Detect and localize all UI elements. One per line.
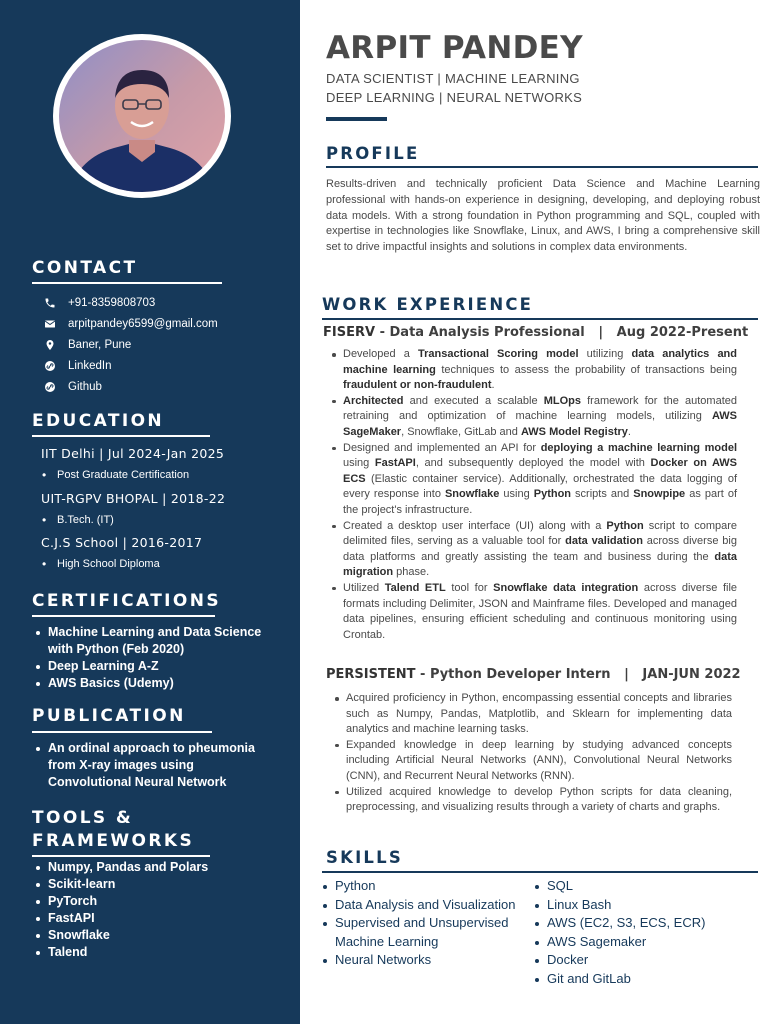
job-bullets (346, 691, 732, 816)
certifications-list (48, 624, 288, 692)
certification-item: AWS Basics (Udemy) (48, 675, 288, 692)
name-accent-bar (326, 117, 387, 121)
education-detail: • High School Diploma (41, 558, 202, 570)
link-icon (44, 381, 68, 393)
job-org: FISERV (323, 325, 376, 340)
skill-item: AWS Sagemaker (547, 933, 747, 952)
experience-divider (322, 318, 758, 320)
education-divider (32, 435, 210, 437)
certifications-divider (32, 615, 215, 617)
role-line: DATA SCIENTIST | MACHINE LEARNING (326, 71, 580, 86)
skill-item: Supervised and Unsupervised Machine Learning (335, 914, 525, 951)
contact-email-text: arpitpandey6599@gmail.com (68, 317, 218, 330)
education-title: IIT Delhi | Jul 2024-Jan 2025 (41, 446, 225, 461)
education-item (41, 535, 202, 570)
certification-item: Machine Learning and Data Science with Python (Feb 2020) (48, 624, 288, 658)
skills-list-left (335, 877, 525, 970)
contact-email (44, 313, 218, 334)
skill-item: Docker (547, 951, 747, 970)
role-line: DEEP LEARNING | NEURAL NETWORKS (326, 90, 583, 105)
publication-item: An ordinal approach to pheumonia from X-ray images using Convolutional Neural Network (48, 740, 258, 791)
publication-list (48, 740, 258, 791)
location-pin-icon (44, 339, 68, 351)
tool-item: PyTorch (48, 893, 288, 910)
contact-heading: CONTACT (32, 258, 138, 278)
profile-divider (326, 166, 758, 168)
link-icon (44, 360, 68, 372)
education-item (41, 446, 224, 481)
job-header: FISERV - Data Analysis Professional | Aug 2022-Present (323, 325, 749, 340)
skill-item: Data Analysis and Visualization (335, 896, 525, 915)
experience-bullet: Acquired proficiency in Python, encompassing essential concepts and libraries such as Numpy, Pandas, Matplotlib, and Sklearn for implementing data analytics and machine learning tasks. (346, 691, 732, 738)
contact-phone-text: +91-8359808703 (68, 296, 156, 309)
tool-item: Scikit-learn (48, 876, 288, 893)
skills-heading: SKILLS (326, 848, 403, 867)
skill-item: Python (335, 877, 525, 896)
phone-icon (44, 297, 68, 309)
job-period: Aug 2022-Present (616, 325, 749, 340)
profile-photo (53, 34, 231, 198)
tool-item: FastAPI (48, 910, 288, 927)
tool-item: Snowflake (48, 927, 288, 944)
avatar (59, 40, 225, 192)
skills-divider (322, 871, 758, 873)
profile-heading: PROFILE (326, 144, 420, 163)
job-role: Data Analysis Professional (389, 325, 585, 340)
education-title: C.J.S School | 2016-2017 (41, 535, 203, 550)
experience-bullet: Utilized acquired knowledge to develop Python scripts for data cleaning, preprocessing, and visualizing results through a variety of charts and graphs. (346, 785, 732, 816)
person-portrait-icon (59, 40, 225, 192)
experience-bullet: Expanded knowledge in deep learning by studying advanced concepts including Artificial Neural Networks (ANN), Convolutional Neural Networks (CNN), and Recurrent Neural Networks (RNN). (346, 738, 732, 785)
experience-bullet: Utilized Talend ETL tool for Snowflake data integration across diverse file formats including Delimiter, JSON and Mainframe files. Developed and managed data pipelines, ensuring efficient scheduling and continuous monitoring using Crontab. (343, 581, 737, 643)
contact-location-text: Baner, Pune (68, 338, 132, 351)
job-role: Python Developer Intern (429, 667, 611, 682)
publication-heading: PUBLICATION (32, 706, 186, 726)
education-detail: • B.Tech. (IT) (41, 514, 225, 526)
skill-item: SQL (547, 877, 747, 896)
tool-item: Talend (48, 944, 288, 961)
job-header: PERSISTENT - Python Developer Intern | JAN-JUN 2022 (326, 667, 741, 682)
sidebar (0, 0, 300, 1024)
mail-icon (44, 318, 68, 330)
tools-heading-line2: FRAMEWORKS (32, 831, 195, 851)
skill-item: Git and GitLab (547, 970, 747, 989)
certifications-heading: CERTIFICATIONS (32, 591, 222, 611)
contact-phone (44, 292, 218, 313)
tools-heading-line1: TOOLS & (32, 808, 134, 828)
experience-bullet: Developed a Transactional Scoring model utilizing data analytics and machine learning techniques to assess the probability of transactions being fraudulent or non-fraudulent. (343, 347, 737, 394)
tool-item: Numpy, Pandas and Polars (48, 859, 288, 876)
education-heading: EDUCATION (32, 411, 165, 431)
job-period: JAN-JUN 2022 (642, 667, 741, 682)
experience-heading: WORK EXPERIENCE (322, 295, 534, 314)
education-item (41, 491, 225, 526)
profile-text: Results-driven and technically proficient Data Science and Machine Learning professional with hands-on experience in designing, developing, and deploying robust data models. With a strong foundation in Python programming and SQL, coupled with expertise in technologies like Snowflake, Linux, and AWS, I bring a comprehensive skill set to drive impactful insights and solutions in complex data environments. (326, 178, 760, 254)
job-org: PERSISTENT (326, 667, 416, 682)
main-content (300, 0, 768, 1024)
experience-bullet: Architected and executed a scalable MLOps framework for the automated retraining and optimization of machine learning models, utilizing AWS SageMaker, Snowflake, GitLab and AWS Model Registry. (343, 394, 737, 441)
skill-item: Linux Bash (547, 896, 747, 915)
tools-list (48, 859, 288, 961)
skills-list-right (547, 877, 747, 989)
publication-divider (32, 731, 212, 733)
contact-location (44, 334, 218, 355)
experience-bullet: Created a desktop user interface (UI) along with a Python script to compare delimited files, serving as a valuable tool for data validation across diverse big data platforms and greatly assisting the team and business during the data migration phase. (343, 519, 737, 581)
contact-github[interactable] (44, 376, 218, 397)
skill-item: Neural Networks (335, 951, 525, 970)
education-title: UIT-RGPV BHOPAL | 2018-22 (41, 491, 226, 506)
contact-list (44, 292, 218, 397)
certification-item: Deep Learning A-Z (48, 658, 288, 675)
linkedin-link[interactable]: LinkedIn (68, 359, 112, 372)
person-name: ARPIT PANDEY (326, 30, 583, 66)
experience-bullet: Designed and implemented an API for deploying a machine learning model using FastAPI, and subsequently deployed the model with Docker on AWS ECS (Elastic container service). Additionally, orchestrated the data logging of every response into Snowflake using Python scripts and Snowpipe as part of the project's infrastructure. (343, 441, 737, 519)
education-detail: • Post Graduate Certification (41, 469, 224, 481)
contact-linkedin[interactable] (44, 355, 218, 376)
contact-divider (32, 282, 222, 284)
github-link[interactable]: Github (68, 380, 102, 393)
job-bullets (343, 347, 737, 643)
skill-item: AWS (EC2, S3, ECS, ECR) (547, 914, 747, 933)
tools-divider (32, 855, 210, 857)
